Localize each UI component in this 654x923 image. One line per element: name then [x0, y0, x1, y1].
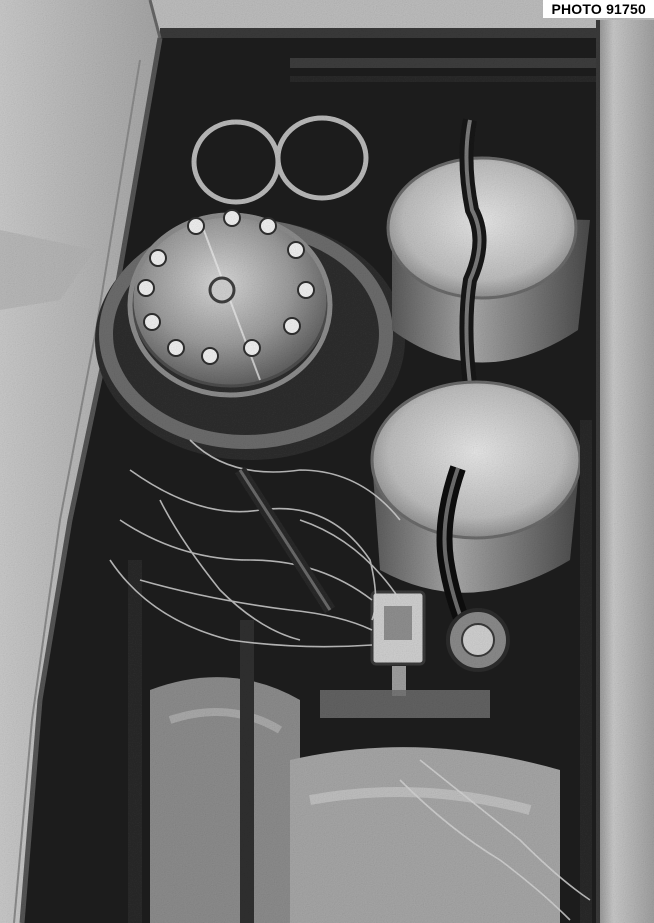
photo-label: PHOTO 91750	[543, 0, 654, 18]
insulated-pipe-bottom	[290, 747, 560, 923]
lower-can-lid	[372, 382, 580, 538]
cabinet-side-right	[596, 20, 654, 923]
flange-center-nut	[210, 278, 234, 302]
